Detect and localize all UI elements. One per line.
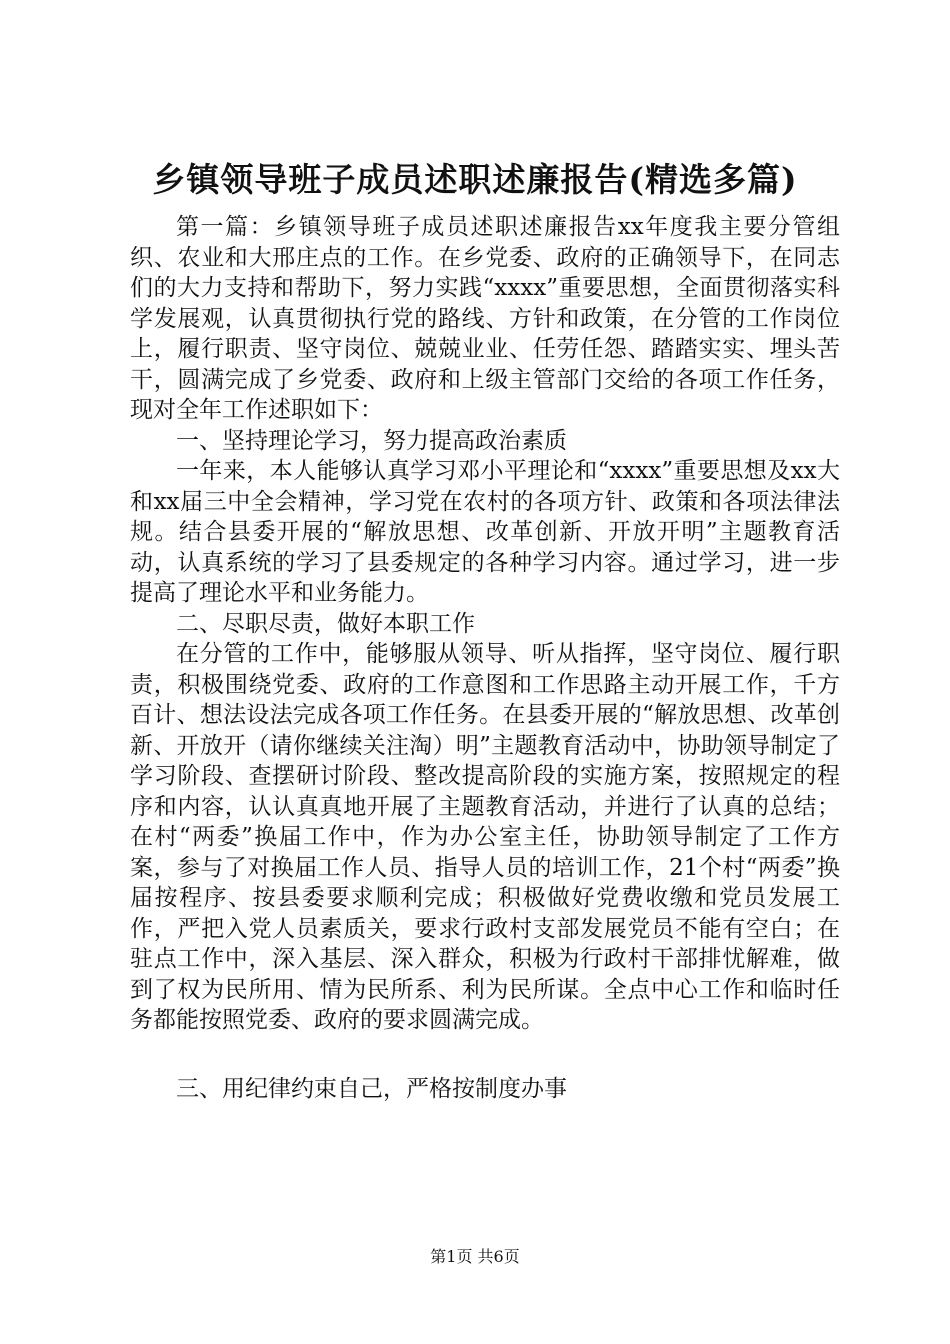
paragraph-intro: 第一篇：乡镇领导班子成员述职述廉报告xx年度我主要分管组织、农业和大邢庄点的工作。在乡党委、政府的正确领导下，在同志们的大力支持和帮助下，努力实践“xxxx”重要思想，全面贯彻落实科学发展观，认真贯彻执行党的路线、方针和政策，在分管的工作岗位上，履行职责、坚守岗位、兢兢业业、任劳任怨、踏踏实实、埋头苦干，圆满完成了乡党委、政府和上级主管部门交给的各项工作任务，现对全年工作述职如下： [130,214,840,423]
section-heading-3: 三、用纪律约束自己，严格按制度办事 [176,1075,567,1102]
document-title: 乡镇领导班子成员述职述廉报告(精选多篇) [152,160,798,199]
section-heading-1: 一、坚持理论学习，努力提高政治素质 [176,427,567,454]
document-body [130,212,840,1104]
page-number-footer: 第1页 共6页 [430,1247,520,1266]
paragraph-section-1: 一年来，本人能够认真学习邓小平理论和“xxxx”重要思想及xx大和xx届三中全会精神，学习党在农村的各项方针、政策和各项法律法规。结合县委开展的“解放思想、改革创新、开放开明”主题教育活动，认真系统的学习了县委规定的各种学习内容。通过学习，进一步提高了理论水平和业务能力。 [130,458,840,606]
paragraph-section-2: 在分管的工作中，能够服从领导、听从指挥，坚守岗位、履行职责，积极围绕党委、政府的工作意图和工作思路主动开展工作，千方百计、想法设法完成各项工作任务。在县委开展的“解放思想、改革创新、开放开（请你继续关注淘）明”主题教育活动中，协助领导制定了学习阶段、查摆研讨阶段、整改提高阶段的实施方案，按照规定的程序和内容，认认真真地开展了主题教育活动，并进行了认真的总结；在村“两委”换届工作中，作为办公室主任，协助领导制定了工作方案，参与了对换届工作人员、指导人员的培训工作，21个村“两委”换届按程序、按县委要求顺利完成；积极做好党费收缴和党员发展工作，严把入党人员素质关，要求行政村支部发展党员不能有空白；在驻点工作中，深入基层、深入群众，积极为行政村干部排忧解难，做到了权为民所用、情为民所系、利为民所谋。全点中心工作和临时任务都能按照党委、政府的要求圆满完成。 [130,641,840,1033]
section-heading-2: 二、尽职尽责，做好本职工作 [176,610,475,637]
